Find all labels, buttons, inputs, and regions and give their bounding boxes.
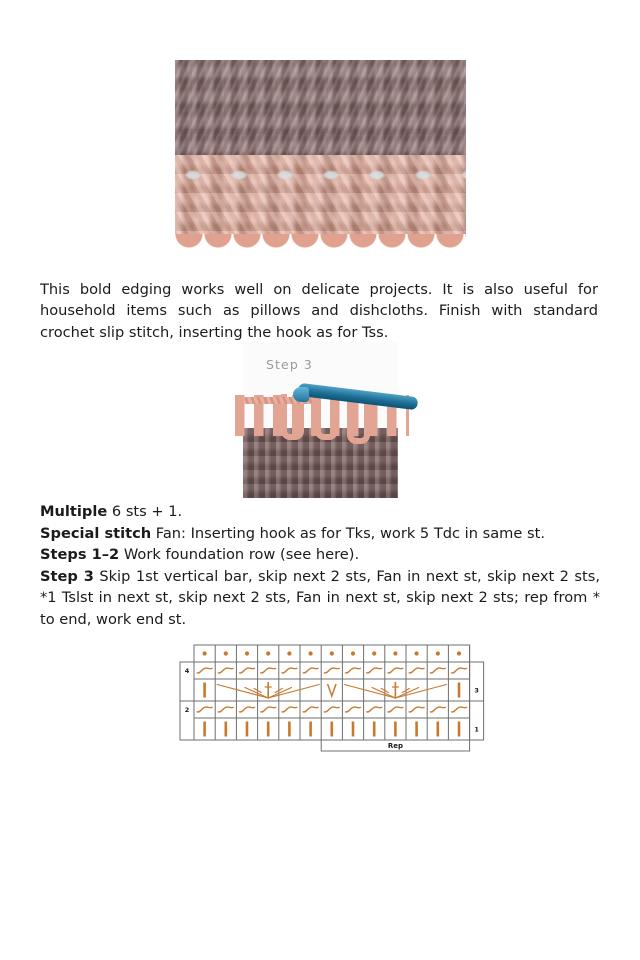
stitch-chart [176, 642, 479, 754]
chart-row-number-right: 1 [474, 725, 479, 734]
instruction-step-3-text: Skip 1st vertical bar, skip next 2 sts, Fan in next st, skip next 2 sts, *1 Tslst in next st, skip next 2 sts, Fan in next st, skip next 2 sts; rep from * to end, work end st. [40, 567, 600, 628]
chart-symbol-chain-dot [245, 651, 249, 655]
chart-symbol-chain-dot [266, 651, 270, 655]
instruction-special-stitch-text: Fan: Inserting hook as for Tks, work 5 Tdc in same st. [151, 524, 545, 542]
chart-symbol-chain-dot [330, 651, 334, 655]
chart-symbol-chain-dot [393, 651, 397, 655]
chart-right-label-box-1 [470, 701, 484, 740]
instruction-special-stitch-label: Special stitch [40, 524, 152, 542]
step-3-photo [243, 342, 398, 498]
instruction-multiple-label: Multiple [40, 503, 108, 520]
chart-symbol-chain-dot [415, 651, 419, 655]
pattern-instructions [40, 501, 600, 630]
chart-symbol-chain-dot [457, 651, 461, 655]
instruction-step-3 [40, 566, 600, 631]
step-photo-loop-3 [347, 398, 370, 444]
instruction-multiple [40, 501, 600, 523]
chart-row-number-left: 2 [184, 706, 190, 714]
swatch-upper-fabric [175, 60, 466, 159]
instruction-steps-1-2-text: Work foundation row (see here). [119, 546, 360, 563]
stitch-chart-svg [176, 642, 479, 754]
chart-symbol-chain-dot [203, 651, 207, 655]
swatch-scalloped-edge [175, 234, 466, 250]
chart-rep-label: Rep [387, 742, 403, 750]
intro-paragraph: This bold edging works well on delicate projects. It is also useful for household items such as pillows and dishcloths. Finish with standard crochet slip stitch, inserting the hook as for Tss. [40, 280, 598, 341]
chart-symbol-chain-dot [224, 651, 228, 655]
chart-symbol-chain-dot [372, 651, 376, 655]
chart-symbol-chain-dot [287, 651, 291, 655]
instruction-multiple-text: 6 sts + 1. [107, 503, 183, 520]
instruction-steps-1-2-label: Steps 1–2 [40, 546, 120, 563]
finished-edging-swatch-photo [175, 60, 466, 250]
chart-symbol-chain-dot [436, 651, 440, 655]
swatch-openwork-holes [175, 166, 466, 184]
chart-right-label-box-3 [470, 662, 484, 701]
step-photo-loop-2 [315, 394, 338, 440]
instruction-step-3-label: Step 3 [40, 567, 94, 585]
chart-row-number-left: 4 [184, 667, 190, 675]
step-3-photo-label: Step 3 [266, 357, 313, 372]
chart-symbol-chain-dot [309, 651, 313, 655]
instruction-steps-1-2 [40, 544, 600, 566]
instruction-special-stitch [40, 523, 600, 545]
chart-row-number-right: 3 [474, 686, 479, 695]
crochet-hook-tip-icon [293, 387, 309, 402]
chart-symbol-chain-dot [351, 651, 355, 655]
